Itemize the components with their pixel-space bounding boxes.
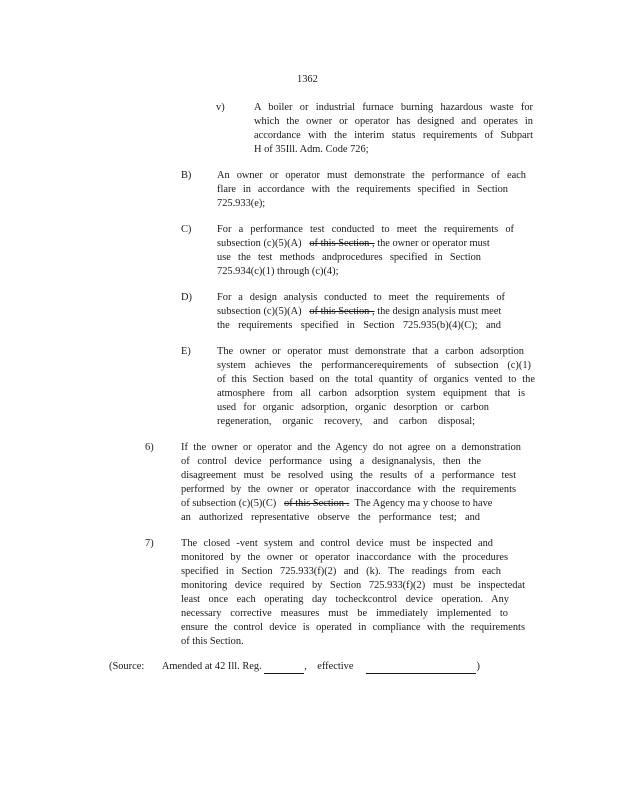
- item-7-label: 7): [145, 538, 154, 549]
- item-7-line-3: specified in Section 725.933(f)(2) and (k). The readings from each: [181, 566, 501, 577]
- source-amended: Amended at 42 Ill. Reg.: [161, 661, 262, 672]
- item-v-label: v): [216, 102, 225, 113]
- item-v-line-3: accordance with the interim status requirements of Subpart: [254, 130, 533, 141]
- item-6-label: 6): [145, 442, 154, 453]
- item-c-struck-text: of this Section ,: [309, 238, 375, 249]
- item-d-line-1: For a design analysis conducted to meet the requirements of: [217, 292, 505, 303]
- item-7-line-4: monitoring device required by Section 725.933(f)(2) must be inspectedat: [181, 580, 525, 591]
- item-6-line-5-post: The Agency ma y choose to have: [354, 498, 493, 509]
- source-close: ): [476, 661, 480, 672]
- item-b-label: B): [181, 170, 192, 181]
- item-v-line-1: A boiler or industrial furnace burning hazardous waste for: [254, 102, 533, 113]
- item-c-line-1: For a performance test conducted to meet the requirements of: [217, 224, 514, 235]
- item-e-line-5: used for organic adsorption, organic desorption or carbon: [217, 402, 489, 413]
- item-d-line-2-pre: subsection (c)(5)(A): [217, 306, 302, 317]
- source-open: (Source:: [109, 661, 145, 672]
- item-e-line-4: atmosphere from all carbon adsorption system equipment that is: [217, 388, 525, 399]
- item-b-line-3: 725.933(e);: [217, 198, 266, 209]
- item-c-label: C): [181, 224, 192, 235]
- page-number: 1362: [297, 74, 318, 85]
- item-e-label: E): [181, 346, 191, 357]
- item-6-line-5: [181, 497, 492, 511]
- item-7-line-6: necessary corrective measures must be immediately implemented to: [181, 608, 508, 619]
- item-6-struck-text: of this Section .: [284, 498, 350, 509]
- item-7-line-1: The closed -vent system and control device must be inspected and: [181, 538, 493, 549]
- item-d-label: D): [181, 292, 192, 303]
- item-6-line-6: an authorized representative observe the performance test; and: [181, 512, 480, 523]
- item-7-line-5: least once each operating day tocheckcontrol device operation. Any: [181, 594, 509, 605]
- item-c-line-2-post: the owner or operator must: [377, 238, 490, 249]
- item-7-line-2: monitored by the owner or operator inaccordance with the procedures: [181, 552, 508, 563]
- item-d-line-2-post: the design analysis must meet: [377, 306, 502, 317]
- item-c-line-2-pre: subsection (c)(5)(A): [217, 238, 302, 249]
- item-d-line-2: [217, 305, 501, 319]
- source-effective: effective: [317, 661, 354, 672]
- effective-date-blank: [366, 662, 476, 674]
- item-6-line-5-pre: of subsection (c)(5)(C): [181, 498, 277, 509]
- item-c-line-3: use the test methods andprocedures specified in Section: [217, 252, 481, 263]
- item-7-line-8: of this Section.: [181, 636, 244, 647]
- item-v-line-2: which the owner or operator has designed and operates in: [254, 116, 533, 127]
- item-6-line-4: performed by the owner or operator inaccordance with the requirements: [181, 484, 516, 495]
- item-6-line-1: If the owner or operator and the Agency do not agree on a demonstration: [181, 442, 521, 453]
- source-note: (Source: Amended at 42 Ill. Reg. , effective ): [109, 661, 480, 672]
- item-e-line-2: system achieves the performancerequirements of subsection (c)(1): [217, 360, 531, 371]
- item-b-line-2: flare in accordance with the requirements specified in Section: [217, 184, 508, 195]
- item-v-line-4: H of 35Ill. Adm. Code 726;: [254, 144, 369, 155]
- item-b-line-1: An owner or operator must demonstrate the performance of each: [217, 170, 526, 181]
- item-e-line-6: regeneration, organic recovery, and carbon disposal;: [217, 416, 475, 427]
- register-blank: [264, 662, 304, 674]
- item-c-line-2: [217, 237, 490, 251]
- item-d-struck-text: of this Section ,: [309, 306, 375, 317]
- item-6-line-2: of control device performance using a designanalysis, then the: [181, 456, 481, 467]
- item-e-line-1: The owner or operator must demonstrate that a carbon adsorption: [217, 346, 524, 357]
- item-e-line-3: of this Section based on the total quantity of organics vented to the: [217, 374, 535, 385]
- item-7-line-7: ensure the control device is operated in compliance with the requirements: [181, 622, 525, 633]
- item-d-line-3: the requirements specified in Section 725.935(b)(4)(C); and: [217, 320, 501, 331]
- item-c-line-4: 725.934(c)(1) through (c)(4);: [217, 266, 339, 277]
- item-6-line-3: disagreement must be resolved using the results of a performance test: [181, 470, 516, 481]
